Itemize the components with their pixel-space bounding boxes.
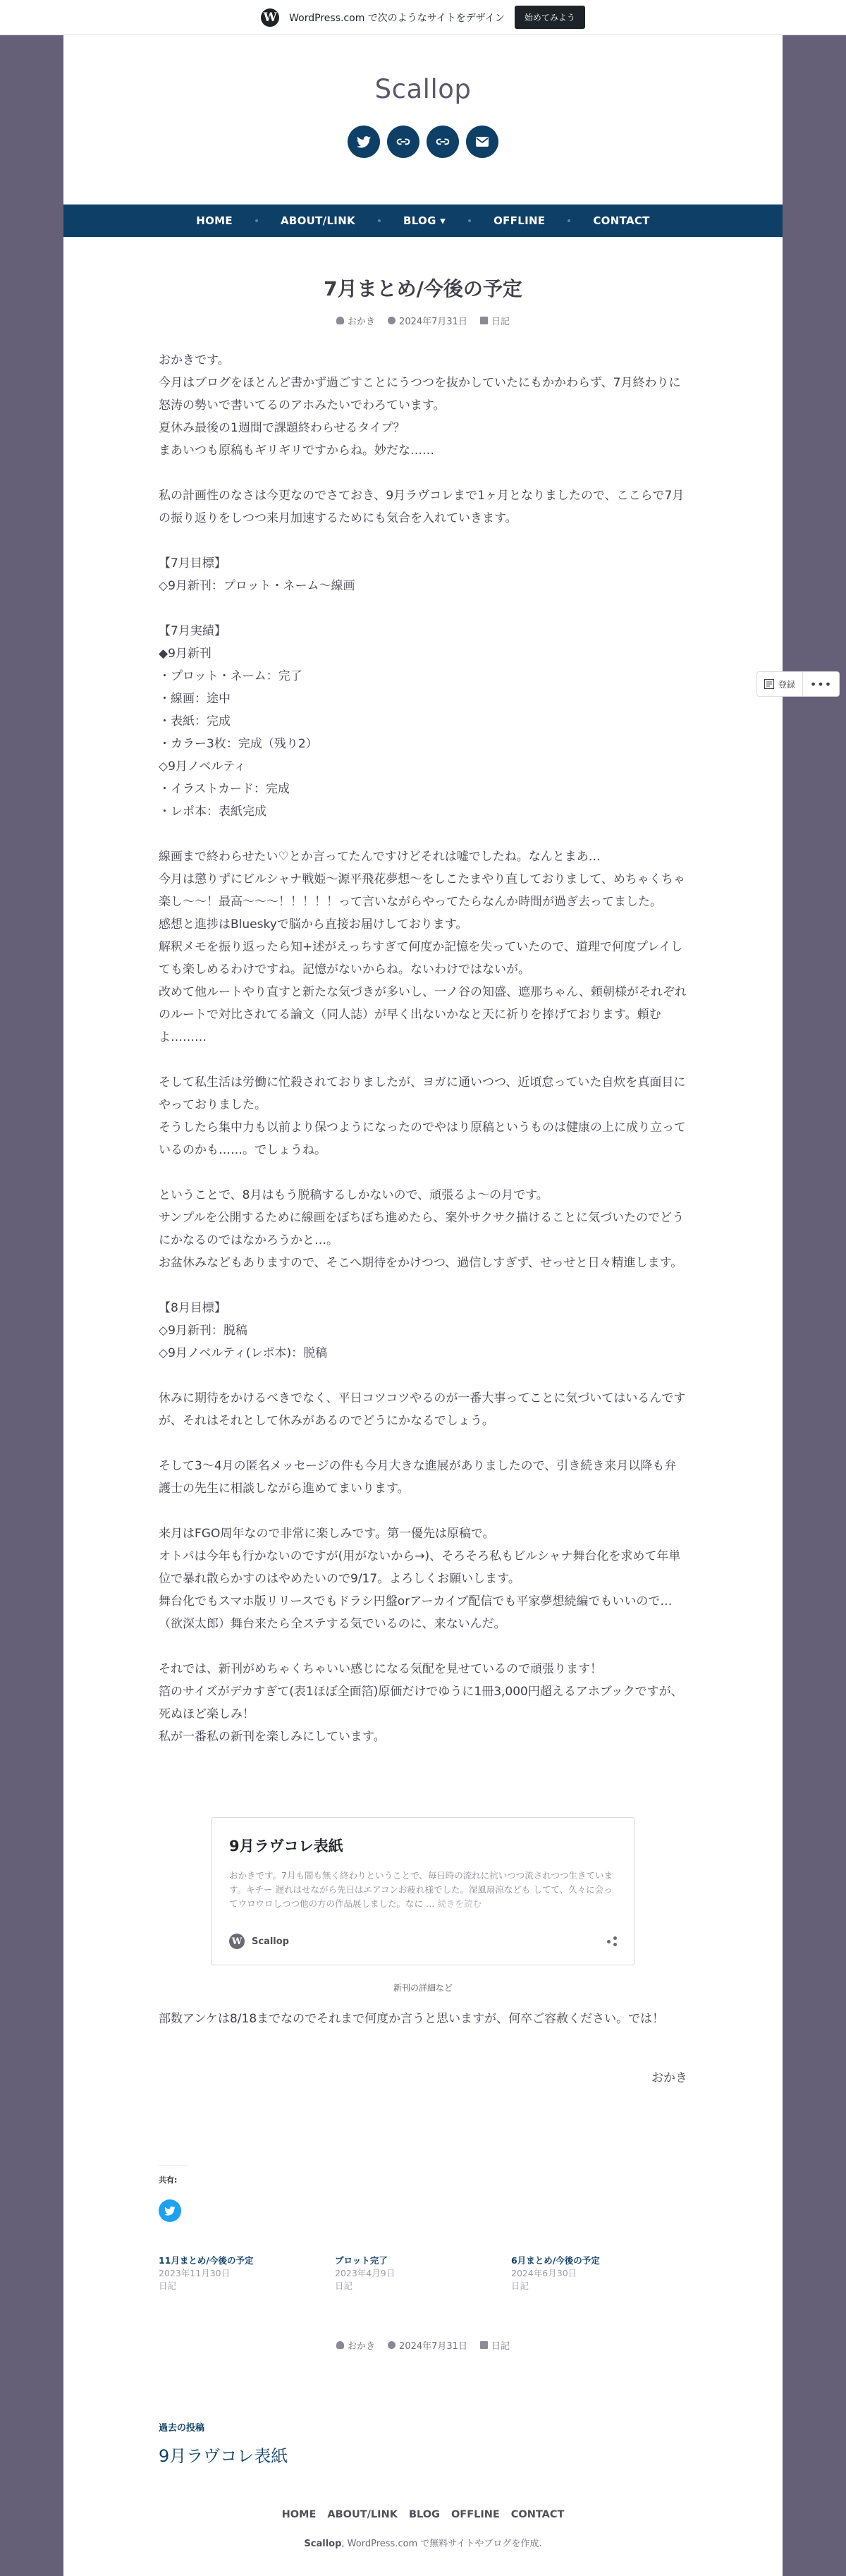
embedded-post-card[interactable] — [212, 1817, 634, 1965]
previous-post-label: 過去の投稿 — [159, 2423, 205, 2434]
subscribe-button[interactable] — [757, 672, 803, 696]
post-paragraph: 休みに期待をかけるべきでなく、平日コツコツやるのが一番大事ってことに気づいてはいるんですが、それはそれとして休みがあるのでどうにかなるでしょう。 — [159, 1391, 686, 1428]
related-post-category: 日記 — [335, 2281, 353, 2291]
post-title: 7月まとめ/今後の予定 — [324, 277, 522, 300]
nav-item-home[interactable]: HOME — [196, 214, 233, 227]
link-icon[interactable] — [427, 126, 459, 158]
nav-item-contact[interactable]: CONTACT — [593, 214, 650, 227]
related-post-date: 2024年6月30日 — [511, 2268, 577, 2278]
nav-item-offline[interactable]: OFFLINE — [494, 214, 546, 227]
clock-icon — [388, 317, 396, 324]
post-paragraph: 【7月実績】 ◆9月新刊 ・プロット・ネーム：完了 ・線画：途中 ・表紙：完成 ・カラー3枚：完成（残り2） ◇9月ノベルティ ・イラストカード：完成 ・レポ本：表紙完成 — [159, 624, 318, 819]
post-category-link[interactable]: 日記 — [491, 2341, 510, 2352]
footer-nav-blog[interactable]: BLOG — [408, 2509, 440, 2520]
share-section — [159, 2165, 687, 2222]
social-links — [63, 126, 783, 158]
embed-excerpt — [229, 1869, 617, 1911]
wordpress-promo-bar — [0, 0, 846, 35]
mail-icon[interactable] — [466, 126, 498, 158]
post-closing — [159, 2008, 687, 2030]
more-options-button[interactable]: ••• — [809, 677, 833, 691]
link-icon[interactable] — [387, 126, 419, 158]
footer-navigation — [63, 2509, 783, 2520]
share-twitter-button[interactable] — [159, 2199, 181, 2222]
footer-nav-offline[interactable]: OFFLINE — [450, 2509, 500, 2520]
embed-footer — [229, 1934, 617, 1949]
related-post-title[interactable]: プロット完了 — [335, 2255, 388, 2266]
share-icon[interactable] — [607, 1936, 617, 1946]
related-post[interactable] — [511, 2254, 687, 2293]
embed-excerpt-text: おかきです。7月も間も無く終わりということで、毎日時の流れに抗いつつ流されつつ生きています。キチー 遅れはせながら先日はエアコンお疲れ様でした。湿風扇涼なども してて、久々に会ってウロウロしつつ他の方の作品展しました。なに … — [229, 1870, 613, 1909]
related-post-date: 2023年11月30日 — [159, 2268, 231, 2278]
embed-site-name: Scallop — [252, 1936, 289, 1947]
subscribe-label: 登録 — [778, 679, 796, 690]
author-icon — [336, 317, 344, 324]
post-paragraph: おかきです。 今月はブログをほとんど書かず過ごすことにうつつを抜かしていたにもかかわらず、7月終わりに怒涛の勢いで書いてるのアホみたいでわろています。 夏休み最後の1週間で課題終わらせるタイプ？ まあいつも原稿もギリギリですからね。妙だな…… — [159, 353, 681, 458]
previous-post-link[interactable]: 9月ラヴコレ表紙 — [159, 2446, 288, 2466]
related-post-title[interactable]: 6月まとめ/今後の予定 — [511, 2255, 600, 2266]
post-paragraph: そして3〜4月の匿名メッセージの件も今月大きな進展がありましたので、引き続き来月以降も弁護士の先生に相談しながら進めてまいります。 — [159, 1459, 677, 1496]
author-icon — [336, 2341, 344, 2349]
clock-icon — [388, 2341, 396, 2349]
reader-icon — [764, 679, 774, 689]
embed-title[interactable]: 9月ラヴコレ表紙 — [229, 1838, 343, 1855]
post-category-link[interactable]: 日記 — [491, 317, 510, 327]
nav-item-about-link[interactable]: ABOUT/LINK — [280, 214, 355, 227]
post-author-link[interactable]: おかき — [348, 2341, 376, 2352]
follow-widget — [756, 671, 840, 697]
post-paragraph: 【8月目標】 ◇9月新刊：脱稿 ◇9月ノベルティ(レポ本)：脱稿 — [159, 1301, 328, 1360]
related-post[interactable] — [335, 2254, 511, 2293]
footer-site-link[interactable]: Scallop — [304, 2539, 342, 2549]
post-signature: おかき — [651, 2071, 687, 2085]
main-navigation — [63, 205, 783, 237]
related-post-category: 日記 — [511, 2281, 529, 2291]
post-paragraph: 部数アンケは8/18までなのでそれまで何度か言うと思いますが、何卒ご容赦ください。では！ — [159, 2012, 665, 2026]
twitter-icon[interactable] — [348, 126, 380, 158]
get-started-button[interactable]: 始めてみよう — [515, 6, 585, 29]
nav-item-blog[interactable]: BLOG ▾ — [403, 214, 446, 227]
embed-caption: 新刊の詳細など — [393, 1983, 453, 1993]
post-paragraph: そして私生活は労働に忙殺されておりましたが、ヨガに通いつつ、近頃怠っていた自炊を真面目にやっておりました。 そうしたら集中力も以前より保つようになったのでやはり原稿というものは健康の上に成り立っているのかも……。でしょうね。 — [159, 1075, 686, 1157]
folder-icon — [480, 317, 488, 324]
page-card — [63, 35, 783, 2576]
embed-site[interactable] — [229, 1934, 289, 1949]
post-meta — [63, 314, 783, 327]
related-post-title[interactable]: 11月まとめ/今後の予定 — [159, 2255, 254, 2266]
post-content — [159, 349, 687, 1771]
footer-nav-home[interactable]: HOME — [281, 2509, 317, 2520]
footer-credit — [63, 2536, 783, 2549]
footer-credit-text[interactable]: , WordPress.com で無料サイトやブログを作成. — [341, 2539, 542, 2549]
post-paragraph: 線画まで終わらせたい♡とか言ってたんですけどそれは嘘でしたね。なんとまあ… 今月は懲りずにビルシャナ戦姫〜源平飛花夢想〜をしこたまやり直しておりまして、めちゃくちゃ楽し〜〜！最高〜〜〜！！！！！って言いながらやってたらなんか時間が過ぎ去ってました。 感想と進捗はBlueskyで脳から直接お届けしております。 解釈メモを振り返ったら知+述がえっちすぎて何度か記憶を失っていたので、道理で何度プレイしても楽しめるわけですね。記憶がないからね。ないわけではないが。 改めて他ルートやり直すと新たな気づきが多いし、一ノ谷の知盛、遮那ちゃん、頼朝様がそれぞれのルートで対比されてる論文（同人誌）が早く出ないかなと天に祈りを捧げております。頼むよ……… — [159, 850, 687, 1044]
related-post[interactable] — [159, 2254, 335, 2293]
share-label: 共有: — [159, 2165, 187, 2185]
footer-nav-contact[interactable]: CONTACT — [510, 2509, 565, 2520]
post-meta-footer — [63, 2338, 783, 2352]
post-paragraph: ということで、8月はもう脱稿するしかないので、頑張るよ〜の月です。 サンプルを公開するために線画をぼちぼち進めたら、案外サクサク描けることに気づいたのでどうにかなるのではなかろうかと…。 お盆休みなどもありますので、そこへ期待をかけつつ、過信しすぎず、せっせと日々精進します。 — [159, 1188, 685, 1270]
wordpress-logo-icon: W — [229, 1934, 245, 1949]
post-navigation — [159, 2420, 687, 2467]
post-date-link[interactable]: 2024年7月31日 — [399, 317, 467, 327]
post-paragraph: それでは、新刊がめちゃくちゃいい感じになる気配を見せているので頑張ります！ 箔のサイズがデカすぎて(表1ほぼ全面箔)原価だけでゆうに1冊3,000円超えるアホブックですが、死ぬほど楽しみ！ 私が一番私の新刊を楽しみにしています。 — [159, 1662, 683, 1744]
wordpress-logo-icon: W — [261, 8, 279, 27]
footer-nav-about-link[interactable]: ABOUT/LINK — [327, 2509, 398, 2520]
post-date-link[interactable]: 2024年7月31日 — [399, 2341, 467, 2352]
post-paragraph: 来月はFGO周年なので非常に楽しみです。第一優先は原稿で。 オトパは今年も行かないのですが(用がないから→)、そろそろ私もビルシャナ舞台化を求めて年単位で暴れ散らかすのはやめたいので9/17。よろしくお願いします。 舞台化でもスマホ版リリースでもドラシ円盤orアーカイブ配信でも平家夢想続編でもいいので…（欲深太郎）舞台来たら全ステする気でいるのに、来ないんだ。 — [159, 1527, 681, 1631]
related-posts — [159, 2254, 687, 2293]
post-paragraph: 私の計画性のなさは今更なのでさておき、9月ラヴコレまで1ヶ月となりましたので、ここらで7月の振り返りをしつつ来月加速するためにも気合を入れていきます。 — [159, 489, 685, 525]
embed-read-more-link[interactable]: 続きを読む — [437, 1898, 482, 1909]
site-title[interactable]: Scallop — [374, 74, 472, 104]
post-paragraph: 【7月目標】 ◇9月新刊：プロット・ネーム〜線画 — [159, 556, 355, 593]
folder-icon — [480, 2341, 488, 2349]
post-author-link[interactable]: おかき — [348, 317, 376, 327]
related-post-category: 日記 — [159, 2281, 177, 2291]
promo-text[interactable]: WordPress.com で次のようなサイトをデザイン — [289, 12, 505, 24]
related-post-date: 2023年4月9日 — [335, 2268, 396, 2278]
